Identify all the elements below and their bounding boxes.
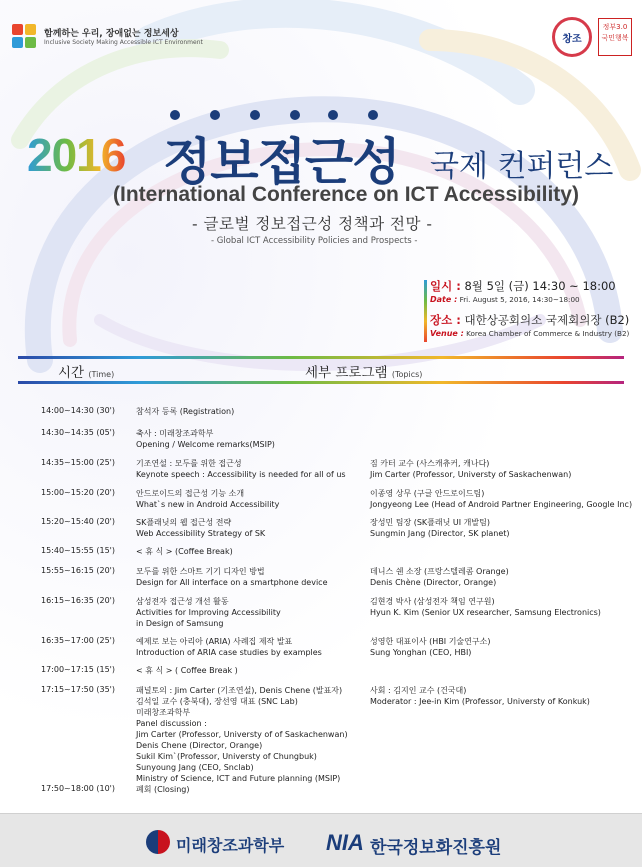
badge-label: 창조 [562,33,582,45]
schedule-time: 14:30~14:35 (05') [41,428,115,437]
schedule-time: 15:20~15:40 (20') [41,517,115,526]
content-line: 안드로이드의 접근성 기능 소개 [136,489,245,498]
column-header-topics [305,361,422,381]
time-header-english: (Time) [88,370,115,379]
schedule-content [136,685,348,784]
badge2-line1: 정부3.0 [602,23,628,31]
footer-nia-name: 한국정보화진흥원 [370,838,502,858]
content-line: Keynote speech : Accessibility is needed for all of us [136,470,346,479]
footer-nia-logo: NIA [326,830,364,855]
content-line: SK플래닛의 웹 접근성 전략 [136,518,232,527]
content-line: Sukil Kim`(Professor, Universty of Chungbuk) [136,752,317,761]
date-en-label: Date : [430,295,458,304]
venue-label: 장소 : [430,313,461,327]
org-slogan: 함께하는 우리, 장애없는 정보세상 [44,29,179,39]
schedule-speaker [370,636,490,658]
venue-en-label: Venue : [430,329,464,338]
content-line: Web Accessibility Strategy of SK [136,529,266,538]
content-line: Denis Chene (Director, Orange) [136,741,263,750]
schedule-speaker [370,488,632,510]
content-line: 패널토의 : Jim Carter (기조연설), Denis Chene (발표자) [136,686,343,695]
speaker-line: Sungmin Jang (Director, SK planet) [370,529,510,538]
table-header-top-rule [18,356,624,359]
event-info [430,278,640,343]
dot [250,110,260,120]
schedule-time: 16:15~16:35 (20') [41,596,115,605]
event-info-accent-bar [424,280,427,342]
content-line: What`s new in Android Accessibility [136,500,280,509]
topic-header-english: (Topics) [391,370,423,379]
content-line: 축사 : 미래창조과학부 [136,429,214,438]
speaker-line: 이종영 상무 (구글 안드로이드팀) [370,489,485,498]
english-title: (International Conference on ICT Accessibility) [113,183,579,206]
badge2-line2: 국민행복 [601,34,629,42]
organization-logo [10,22,203,50]
schedule-time: 17:00~17:15 (15') [41,665,115,674]
content-line: in Design of Samsung [136,619,224,628]
content-line: Panel discussion : [136,719,207,728]
gov30-badge [598,18,632,56]
dot [328,110,338,120]
column-header-time [58,361,114,381]
speaker-line: Moderator : Jee-in Kim (Professor, Universty of Konkuk) [370,697,590,706]
content-line: Sunyoung Jang (CEO, Snclab) [136,763,254,772]
content-line: Design for All interface on a smartphone device [136,578,328,587]
schedule-content [136,566,328,588]
puzzle-logo-icon [10,22,38,50]
dot [170,110,180,120]
content-line: Ministry of Science, ICT and Future planning (MSIP) [136,774,341,783]
date-value: 8월 5일 (금) 14:30 ~ 18:00 [464,279,616,293]
page-subtitle: 국제 컨퍼런스 [430,149,614,184]
event-venue-english [430,329,640,343]
schedule-time: 14:00~14:30 (30') [41,406,115,415]
page-title: 정보접근성 [163,133,400,191]
topic-header-label: 세부 프로그램 [305,365,388,381]
content-line: 미래창조과학부 [136,708,191,717]
content-line: 김석일 교수 (충북대), 장선영 대표 (SNC Lab) [136,697,298,706]
table-header-bottom-rule [18,381,624,384]
event-venue [430,312,640,329]
speaker-line: 성영한 대표이사 (HBI 기술연구소) [370,637,491,646]
schedule-speaker [370,517,510,539]
content-line: 참석자 등록 (Registration) [136,407,235,416]
dot [368,110,378,120]
speaker-line: Denis Chène (Director, Orange) [370,578,497,587]
theme-english: - Global ICT Accessibility Policies and Prospects - [211,236,418,246]
event-date [430,278,640,295]
schedule-time: 15:00~15:20 (20') [41,488,115,497]
content-line: Introduction of ARIA case studies by examples [136,648,322,657]
speaker-line: 사회 : 김지인 교수 (건국대) [370,686,467,695]
date-label: 일시 : [430,279,461,293]
content-line: Jim Carter (Professor, Universty of of Saskachenwan) [136,730,348,739]
schedule-time: 17:50~18:00 (10') [41,784,115,793]
schedule-speaker [370,596,601,618]
schedule-time: 15:55~16:15 (20') [41,566,115,575]
content-line: 모두를 위한 스마트 기기 디자인 방법 [136,567,265,576]
schedule-content [136,546,233,557]
date-en-value: Fri. August 5, 2016, 14:30~18:00 [459,295,580,304]
theme-korean: - 글로벌 정보접근성 정책과 전망 - [192,215,433,233]
schedule-time: 14:35~15:00 (25') [41,458,115,467]
venue-en-value: Korea Chamber of Commerce & Industry (B2) [466,329,630,338]
content-line: 삼성전자 접근성 개선 활동 [136,597,229,606]
venue-value: 대한상공회의소 국제회의장 (B2) [464,313,630,327]
speaker-line: 장성민 팀장 (SK플래닛 UI 개발팀) [370,518,490,527]
schedule-content [136,665,238,676]
schedule-content [136,596,281,629]
schedule-time: 15:40~15:55 (15') [41,546,115,555]
title-year: 2016 [27,129,126,181]
speaker-line: Jongyeong Lee (Head of Android Partner Engineering, Google Inc) [370,500,633,509]
time-header-label: 시간 [58,365,85,381]
schedule-content [136,784,189,795]
content-line: 폐회 (Closing) [136,785,190,794]
schedule-time: 17:15~17:50 (35') [41,685,115,694]
schedule-speaker [370,566,509,588]
content-line: 예제로 보는 아리아 (ARIA) 사례집 제작 발표 [136,637,293,646]
schedule-content [136,488,279,510]
footer [0,813,642,867]
event-date-english [430,295,640,309]
speaker-line: Jim Carter (Professor, Universty of Saskachenwan) [370,470,572,479]
content-line: Opening / Welcome remarks(MSIP) [136,440,275,449]
content-line: < 휴 식 > ( Coffee Break ) [136,666,238,675]
creative-economy-badge [552,17,592,57]
dot [290,110,300,120]
schedule-content [136,428,275,450]
speaker-line: 짐 카터 교수 (사스캐츄커, 캐나다) [370,459,490,468]
schedule-content [136,636,322,658]
schedule-speaker [370,458,571,480]
schedule-content [136,458,346,480]
dot [210,110,220,120]
schedule-content [136,517,265,539]
footer-msip: 미래창조과학부 [176,836,285,855]
speaker-line: Sung Yonghan (CEO, HBI) [370,648,472,657]
org-slogan-english: Inclusive Society Making Accessible ICT Environment [44,39,203,46]
msip-emblem-icon [146,830,170,854]
schedule-content [136,406,234,417]
speaker-line: 김현경 박사 (삼성전자 책임 연구원) [370,597,495,606]
content-line: Activities for Improving Accessibility [136,608,281,617]
content-line: < 휴 식 > (Coffee Break) [136,547,233,556]
schedule-time: 16:35~17:00 (25') [41,636,115,645]
content-line: 기조연설 : 모두를 위한 접근성 [136,459,242,468]
speaker-line: 데니스 쉔 소장 (프랑스텔레콤 Orange) [370,567,509,576]
speaker-line: Hyun K. Kim (Senior UX researcher, Samsung Electronics) [370,608,601,617]
schedule-speaker [370,685,590,707]
